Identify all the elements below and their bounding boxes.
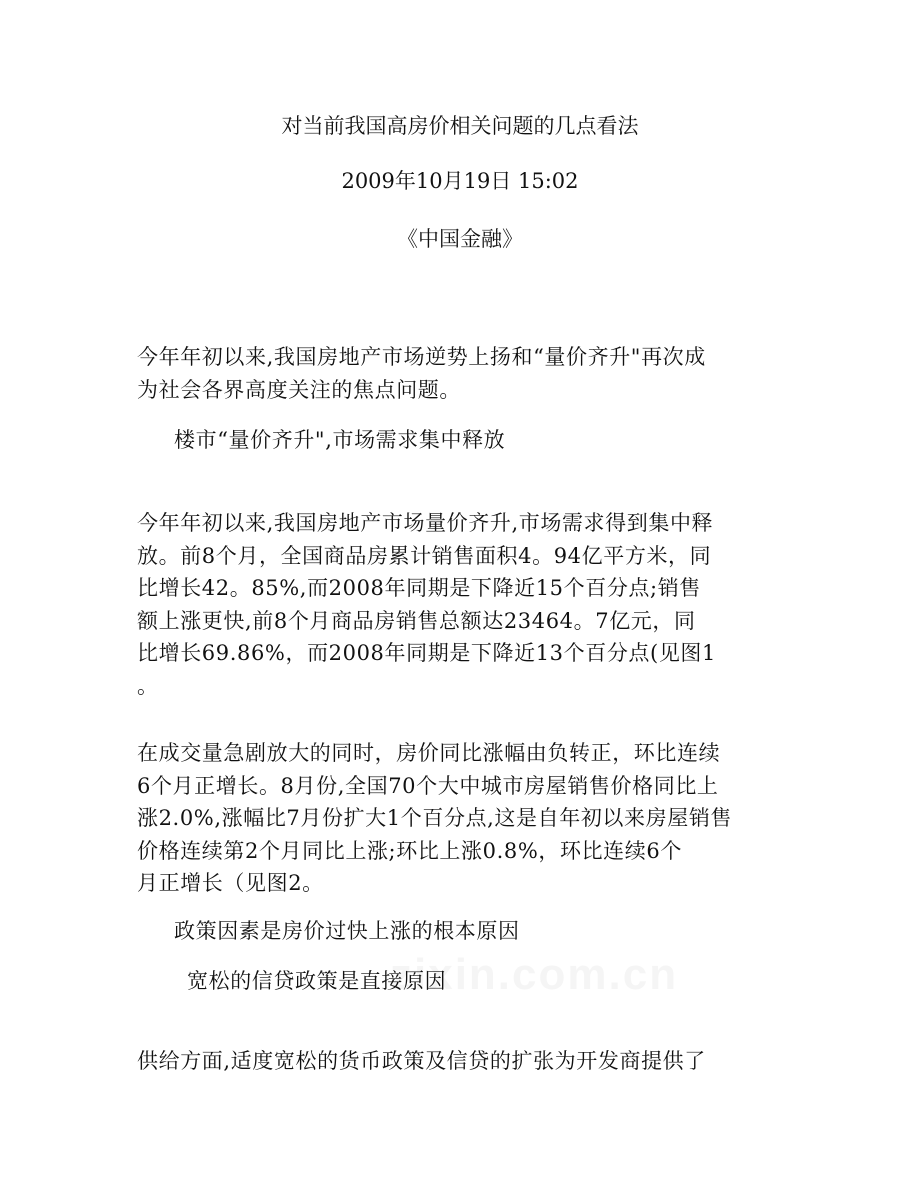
publish-datetime: 2009年10月19日 15:02 <box>341 169 579 193</box>
sales-paragraph <box>137 507 787 703</box>
text-line: 额上涨更快,前8个月商品房销售总额达23464。7亿元，同 <box>137 608 696 633</box>
text-line: 放。前8个月，全国商品房累计销售面积4。94亿平方米，同 <box>137 543 712 568</box>
section-heading-policy: 政策因素是房价过快上涨的根本原因 <box>174 919 520 943</box>
document-title: 对当前我国高房价相关问题的几点看法 <box>281 114 639 138</box>
text-line: 6个月正增长。8月份,全国70个大中城市房屋销售价格同比上 <box>137 773 719 798</box>
watermark: zixin.com.cn <box>390 950 679 999</box>
supply-paragraph <box>137 1045 787 1078</box>
text-line: 比增长69.86%，而2008年同期是下降近13个百分点(见图1 <box>137 641 716 666</box>
text-line: 今年年初以来,我国房地产市场量价齐升,市场需求得到集中释 <box>137 511 714 535</box>
text-line: 涨2.0%,涨幅比7月份扩大1个百分点,这是自年初以来房屋销售 <box>137 806 733 831</box>
intro-paragraph <box>137 341 787 406</box>
section-heading-market-demand: 楼市“量价齐升",市场需求集中释放 <box>174 428 506 452</box>
text-line: 。 <box>137 673 159 698</box>
text-line: 比增长42。85%,而2008年同期是下降近15个百分点;销售 <box>137 576 701 601</box>
text-line: 今年年初以来,我国房地产市场逆势上扬和“量价齐升"再次成 <box>137 345 706 369</box>
text-line: 价格连续第2个月同比上涨;环比上涨0.8%，环比连续6个 <box>137 838 682 863</box>
subsection-heading-credit: 宽松的信贷政策是直接原因 <box>187 969 447 993</box>
text-line: 供给方面,适度宽松的货币政策及信贷的扩张为开发商提供了 <box>137 1049 706 1073</box>
publication-source: 《中国金融》 <box>397 227 523 251</box>
text-line: 月正增长（见图2。 <box>137 871 324 896</box>
text-line: 为社会各界高度关注的焦点问题。 <box>137 377 461 402</box>
text-line: 在成交量急剧放大的同时，房价同比涨幅由负转正，环比连续 <box>137 741 721 765</box>
price-paragraph <box>137 737 787 900</box>
